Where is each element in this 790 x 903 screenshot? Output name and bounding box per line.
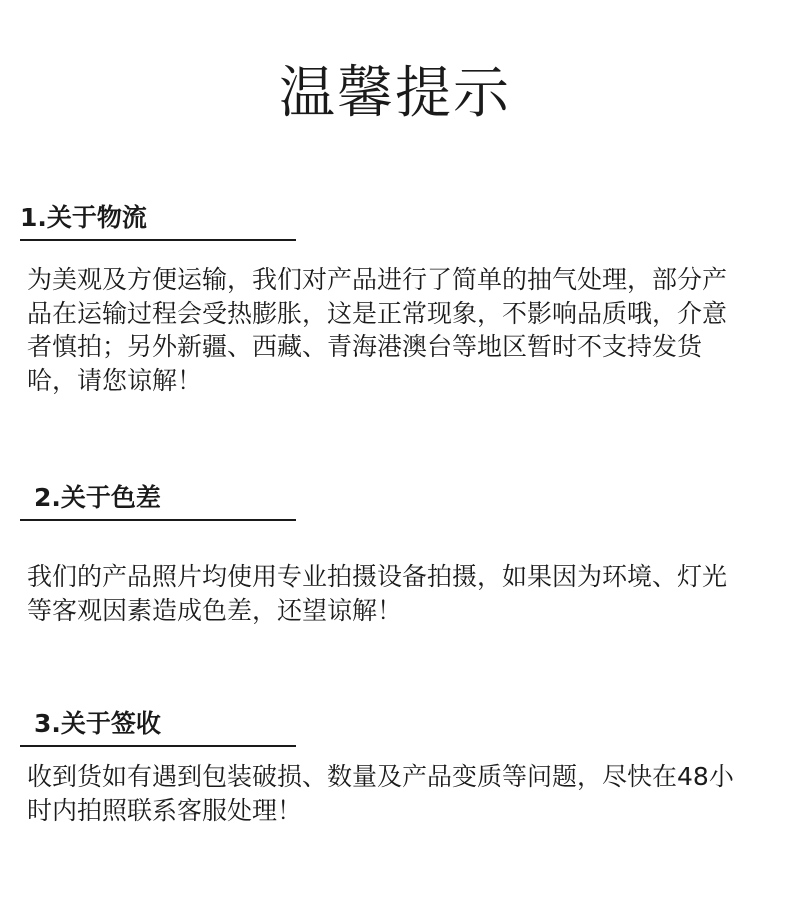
page-title: 温馨提示 bbox=[279, 61, 511, 126]
section-body-color-difference: 我们的产品照片均使用专业拍摄设备拍摄，如果因为环境、灯光等客观因素造成色差，还望谅解！ bbox=[27, 562, 728, 625]
section-body-logistics: 为美观及方便运输，我们对产品进行了简单的抽气处理，部分产品在运输过程会受热膨胀，这是正常现象，不影响品质哦，介意者慎拍；另外新疆、西藏、青海港澳台等地区暂时不支持发货哈，请您谅解！ bbox=[27, 265, 728, 395]
section-heading-logistics: 1.关于物流 bbox=[20, 201, 296, 241]
section-heading-color-difference: 2.关于色差 bbox=[20, 481, 296, 521]
section-heading-receipt: 3.关于签收 bbox=[20, 707, 296, 747]
section-body-receipt: 收到货如有遇到包装破损、数量及产品变质等问题，尽快在48小时内拍照联系客服处理！ bbox=[27, 762, 734, 825]
